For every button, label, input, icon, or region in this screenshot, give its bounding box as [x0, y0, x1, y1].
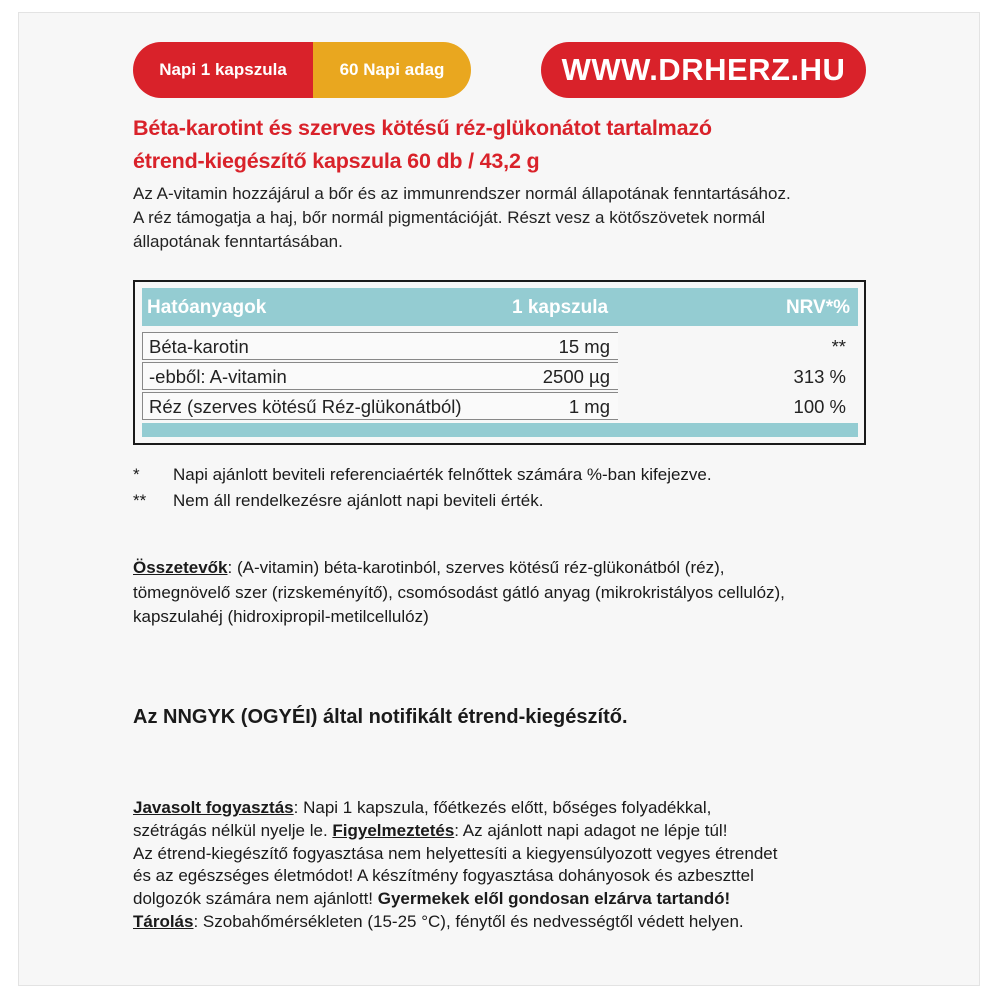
header-per-capsule: 1 kapszula	[512, 297, 609, 318]
ingredient-amount: 15 mg	[558, 336, 610, 357]
claim-line: A réz támogatja a haj, bőr normál pigmentációját. Részt vesz a kötőszövetek normál	[133, 208, 766, 227]
warning-label: Figyelmeztetés	[332, 820, 455, 840]
ingredient-amount: 1 mg	[568, 396, 610, 417]
daily-doses-badge: 60 Napi adag	[313, 42, 471, 98]
warning-text: Az étrend-kiegészítő fogyasztása nem helyettesíti a kiegyensúlyozott vegyes étrendet	[133, 843, 778, 863]
nutrition-table-footer	[142, 423, 858, 437]
footnote	[133, 488, 712, 514]
daily-capsule-badge: Napi 1 kapszula	[133, 42, 313, 98]
website-badge[interactable]: WWW.DRHERZ.HU	[541, 42, 866, 98]
footnote-mark: **	[133, 491, 147, 510]
footnote-mark: *	[133, 465, 140, 484]
usage-text: : Napi 1 kapszula, főétkezés előtt, bőséges folyadékkal,	[293, 798, 712, 817]
children-warning: Gyermekek elől gondosan elzárva tartandó!	[377, 889, 731, 909]
ingredient-nrv: 100 %	[793, 396, 846, 417]
table-row	[142, 362, 858, 390]
usage-text: szétrágás nélkül nyelje le.	[133, 820, 333, 840]
ingredient-nrv: 313 %	[793, 366, 846, 387]
ingredient-name: -ebből: A-vitamin	[149, 366, 287, 387]
table-row	[142, 332, 858, 360]
ingredients-label: Összetevők	[133, 558, 228, 577]
storage-label: Tárolás	[133, 911, 194, 931]
usage-label: Javasolt fogyasztás	[133, 798, 294, 817]
claim-line: Az A-vitamin hozzájárul a bőr és az immunrendszer normál állapotának fenntartásához.	[133, 184, 791, 203]
ingredient-amount: 2500 µg	[542, 366, 610, 387]
ingredients	[133, 556, 873, 630]
ingredient-name: Réz (szerves kötésű Réz-glükonátból)	[149, 396, 462, 417]
product-title	[133, 112, 873, 178]
footnote-text: Nem áll rendelkezésre ajánlott napi beviteli érték.	[173, 491, 544, 510]
nutrition-table-header	[142, 288, 858, 326]
ingredient-nrv: **	[831, 336, 846, 357]
ingredients-text: : (A-vitamin) béta-karotinból, szerves kötésű réz-glükonátból (réz),	[227, 558, 725, 577]
ingredients-text: tömegnövelő szer (rizskeményítő), csomósodást gátló anyag (mikrokristályos cellulóz),	[133, 582, 785, 602]
dosage-badge	[133, 42, 471, 98]
header-ingredient: Hatóanyagok	[147, 297, 267, 318]
table-row	[142, 392, 858, 420]
warning-text: dolgozók számára nem ajánlott!	[133, 889, 378, 909]
storage-text: : Szobahőmérsékleten (15-25 °C), fénytől és nedvességtől védett helyen.	[193, 911, 744, 931]
warning-text: és az egészséges életmódot! A készítmény fogyasztása dohányosok és azbeszttel	[133, 866, 754, 886]
header-nrv: NRV*%	[785, 297, 850, 318]
nutrition-table	[133, 280, 866, 445]
ingredient-name: Béta-karotin	[149, 336, 249, 357]
usage-instructions	[133, 797, 873, 934]
product-title-line: Béta-karotint és szerves kötésű réz-glükonátot tartalmazó	[133, 116, 712, 140]
warning-text: : Az ajánlott napi adagot ne lépje túl!	[454, 820, 728, 840]
claim-line: állapotának fenntartásában.	[133, 232, 343, 251]
notification-statement: Az NNGYK (OGYÉI) által notifikált étrend-kiegészítő.	[133, 706, 628, 728]
product-title-line: étrend-kiegészítő kapszula 60 db / 43,2 g	[133, 149, 540, 173]
footnotes	[133, 462, 712, 514]
health-claims	[133, 182, 873, 254]
footnote	[133, 462, 712, 488]
footnote-text: Napi ajánlott beviteli referenciaérték felnőttek számára %-ban kifejezve.	[173, 465, 712, 484]
ingredients-text: kapszulahéj (hidroxipropil-metilcellulóz)	[133, 607, 429, 626]
